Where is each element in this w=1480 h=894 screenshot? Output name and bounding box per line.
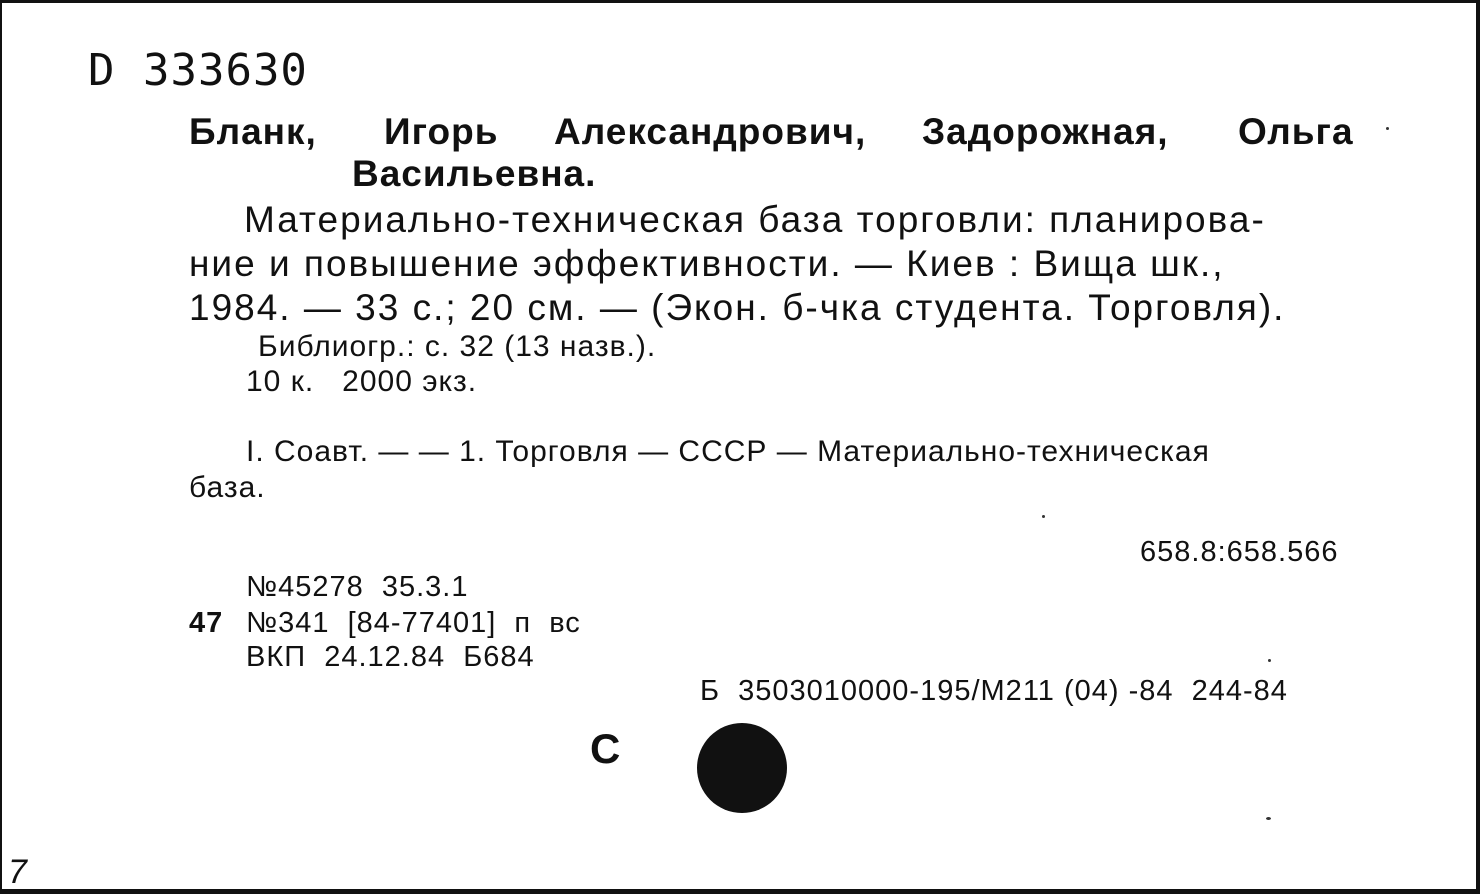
mark-letter: С	[590, 725, 621, 772]
order-line-1: №45278 35.3.1	[246, 571, 469, 603]
corner-mark: 7	[8, 853, 27, 891]
order-line-3: ВКП 24.12.84 Б684	[246, 641, 535, 673]
price-and-print-run: 10 к. 2000 экз.	[246, 365, 478, 398]
tracing-line: I. Соавт. — — 1. Торговля — СССР — Материально-техническая	[246, 435, 1210, 468]
order-prefix: 47	[189, 607, 224, 639]
bibliography-note: Библиогр.: с. 32 (13 назв.).	[258, 330, 657, 363]
udc-code: 658.8:658.566	[1140, 536, 1339, 568]
author-first-name: Игорь	[384, 111, 499, 152]
scan-speck	[1386, 127, 1389, 130]
author-patronymic: Александрович,	[554, 111, 867, 152]
isbn-line: Б 3503010000-195/М211 (04) -84 244-84	[700, 675, 1288, 707]
coauthor-first-name: Ольга	[1238, 111, 1354, 152]
coauthor-patronymic: Васильевна.	[352, 153, 597, 194]
black-dot-mark	[697, 723, 787, 813]
title-line-1: Материально-техническая база торговли: планирова-	[244, 199, 1266, 240]
order-line-2: №341 [84-77401] п вс	[246, 607, 581, 639]
scan-speck	[1266, 817, 1271, 820]
title-line-2: ние и повышение эффективности. — Киев : Вища шк.,	[189, 243, 1225, 284]
scan-speck	[1042, 515, 1045, 518]
author-surname: Бланк,	[189, 111, 317, 152]
tracing-continuation: база.	[189, 471, 266, 504]
scan-speck	[1268, 659, 1271, 662]
title-line-3: 1984. — 33 с.; 20 см. — (Экон. б-чка студента. Торговля).	[189, 287, 1286, 328]
call-number: D 333630	[88, 45, 308, 96]
coauthor-surname: Задорожная,	[922, 111, 1169, 152]
